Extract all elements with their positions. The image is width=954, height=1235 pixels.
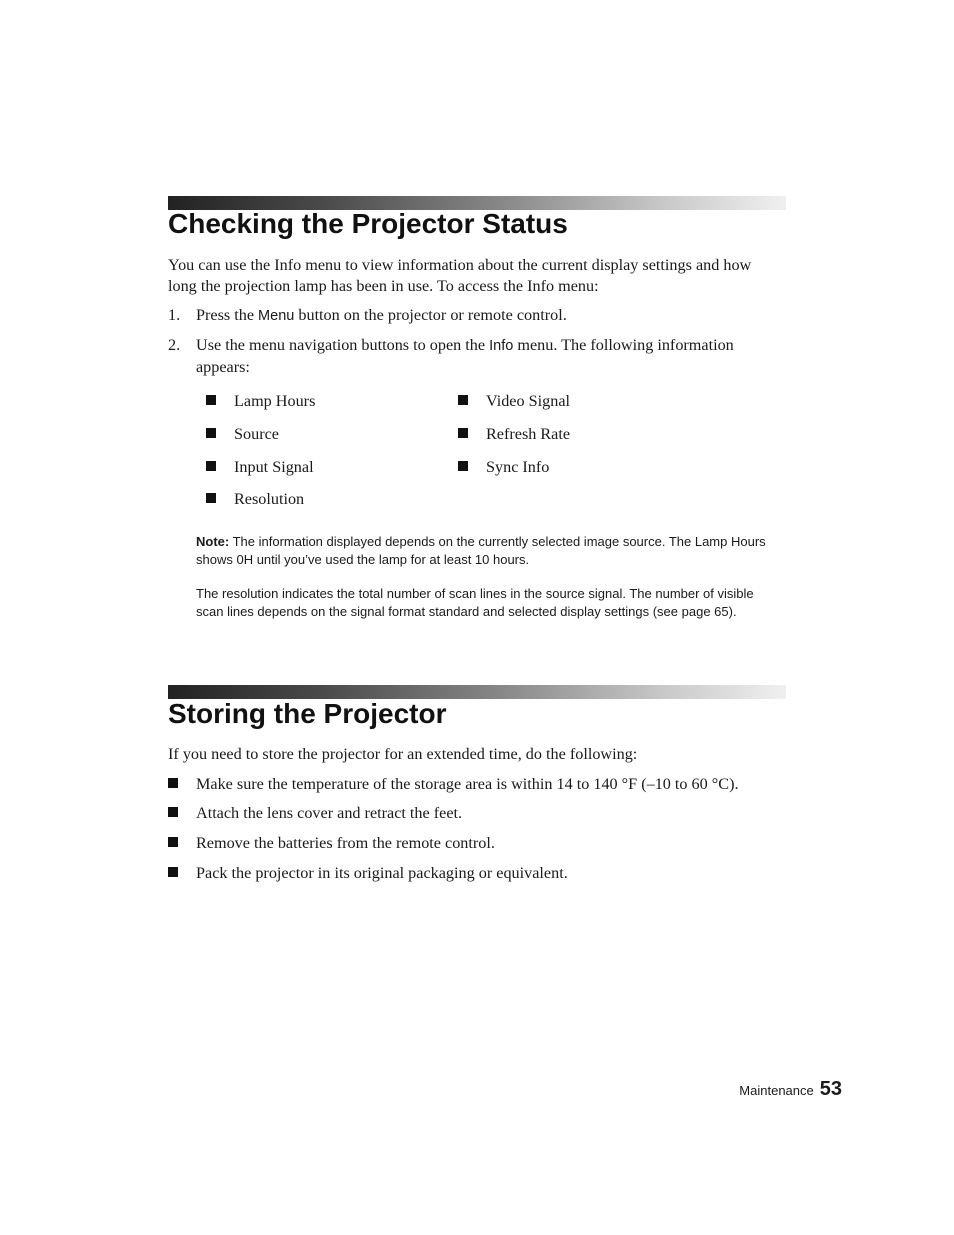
bullet-square-icon bbox=[206, 461, 216, 471]
bullet-square-icon bbox=[458, 395, 468, 405]
bullet-square-icon bbox=[168, 807, 178, 817]
step-number: 2. bbox=[168, 336, 181, 354]
bullet-square-icon bbox=[168, 778, 178, 788]
bullet-square-icon bbox=[206, 493, 216, 503]
bullet-square-icon bbox=[168, 867, 178, 877]
bullet-square-icon bbox=[168, 837, 178, 847]
bullet-square-icon bbox=[458, 461, 468, 471]
list-item: Input Signal bbox=[206, 457, 314, 478]
list-item: Video Signal bbox=[458, 391, 570, 412]
menu-button-name: Menu bbox=[258, 308, 295, 324]
footer-section-name: Maintenance bbox=[739, 1083, 814, 1098]
intro-paragraph: If you need to store the projector for an extended time, do the following: bbox=[168, 745, 638, 763]
page-number: 53 bbox=[819, 1078, 842, 1100]
list-item: Sync Info bbox=[458, 457, 549, 478]
step-number: 1. bbox=[168, 306, 181, 324]
intro-paragraph: You can use the Info menu to view information about the current display settings and how long the projection lamp has been in use. To access the Info menu: bbox=[168, 256, 752, 295]
list-item: Refresh Rate bbox=[458, 424, 570, 445]
list-item: Make sure the temperature of the storage area is within 14 to 140 °F (–10 to 60 °C). bbox=[168, 774, 739, 795]
section-heading: Checking the Projector Status bbox=[168, 208, 568, 239]
bullet-square-icon bbox=[206, 428, 216, 438]
note-label: Note: bbox=[196, 534, 230, 549]
section-heading: Storing the Projector bbox=[168, 698, 447, 729]
step-text: Use the menu navigation buttons to open the Info menu. The following information appears: bbox=[196, 336, 734, 376]
section-divider-bar bbox=[168, 685, 786, 699]
info-menu-name: Info bbox=[489, 338, 514, 354]
list-item: Attach the lens cover and retract the feet. bbox=[168, 803, 462, 824]
step-text: Press the Menu button on the projector or remote control. bbox=[196, 306, 567, 324]
page-footer bbox=[739, 1078, 842, 1101]
list-item: Lamp Hours bbox=[206, 391, 315, 412]
bullet-square-icon bbox=[206, 395, 216, 405]
bullet-square-icon bbox=[458, 428, 468, 438]
resolution-note: The resolution indicates the total number of scan lines in the source signal. The number of visible scan lines depends on the signal format standard and selected display settings (see page 65). bbox=[196, 586, 754, 619]
list-item: Resolution bbox=[206, 489, 304, 510]
note-paragraph: Note: The information displayed depends on the currently selected image source. The Lamp Hours shows 0H until you’ve used the lamp for at least 10 hours. bbox=[196, 534, 766, 567]
list-item: Pack the projector in its original packaging or equivalent. bbox=[168, 863, 568, 884]
list-item: Remove the batteries from the remote control. bbox=[168, 833, 495, 854]
list-item: Source bbox=[206, 424, 279, 445]
